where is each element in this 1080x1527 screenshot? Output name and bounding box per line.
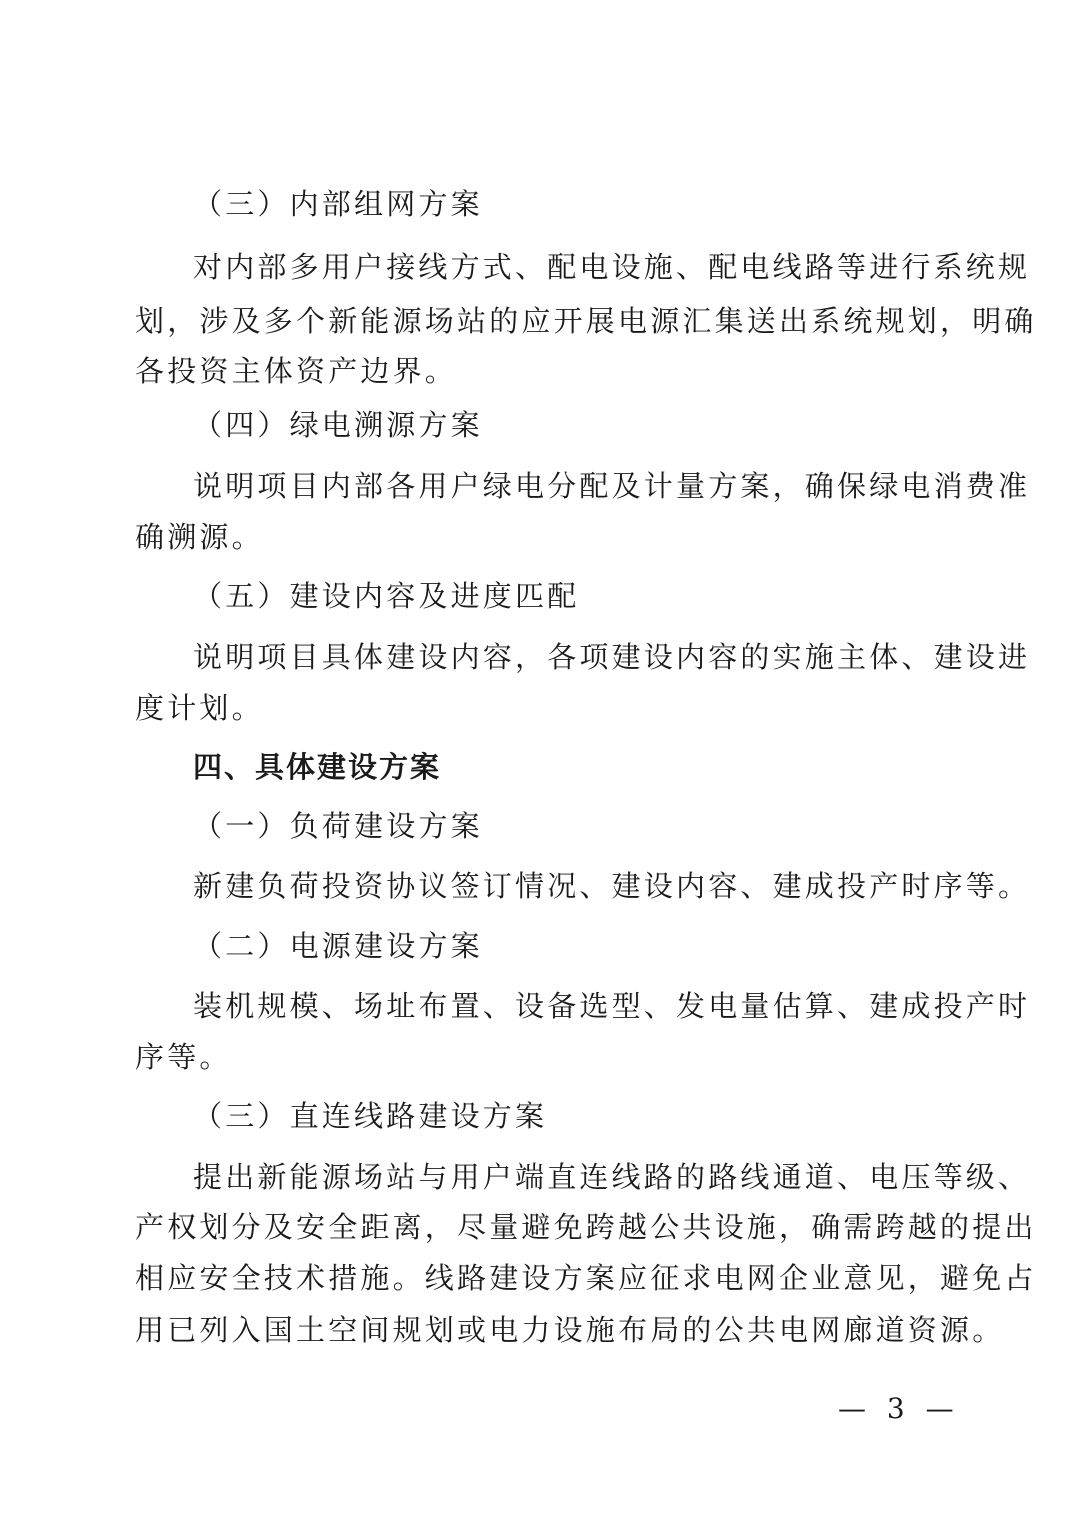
- paragraph-line: 度计划。: [135, 691, 264, 725]
- paragraph-line: 相应安全技术措施。线路建设方案应征求电网企业意见，避免占: [135, 1261, 1037, 1295]
- paragraph-line: 装机规模、场址布置、设备选型、发电量估算、建成投产时: [193, 989, 1031, 1023]
- paragraph-line: 说明项目具体建设内容，各项建设内容的实施主体、建设进: [193, 640, 1031, 674]
- paragraph-line: 产权划分及安全距离，尽量避免跨越公共设施，确需跨越的提出: [135, 1210, 1037, 1244]
- section-heading-direct-line-construction: （三）直连线路建设方案: [193, 1099, 548, 1133]
- page-number: — 3 —: [838, 1392, 960, 1425]
- section-heading-construction-schedule: （五）建设内容及进度匹配: [193, 579, 580, 613]
- section-heading-green-power-tracing: （四）绿电溯源方案: [193, 408, 483, 442]
- section-heading-load-construction: （一）负荷建设方案: [193, 809, 483, 843]
- paragraph-line: 新建负荷投资协议签订情况、建设内容、建成投产时序等。: [193, 869, 1031, 903]
- paragraph-line: 序等。: [135, 1040, 232, 1074]
- paragraph-line: 确溯源。: [135, 520, 264, 554]
- section-heading-internal-network: （三）内部组网方案: [193, 187, 483, 221]
- section-heading-power-source-construction: （二）电源建设方案: [193, 929, 483, 963]
- paragraph-line: 划，涉及多个新能源场站的应开展电源汇集送出系统规划，明确: [135, 304, 1037, 338]
- paragraph-line: 各投资主体资产边界。: [135, 354, 458, 388]
- chapter-heading-construction-plan: 四、具体建设方案: [193, 750, 442, 784]
- paragraph-line: 用已列入国土空间规划或电力设施布局的公共电网廊道资源。: [135, 1313, 1005, 1347]
- paragraph-line: 提出新能源场站与用户端直连线路的路线通道、电压等级、: [193, 1160, 1031, 1194]
- paragraph-line: 对内部多用户接线方式、配电设施、配电线路等进行系统规: [193, 250, 1031, 284]
- paragraph-line: 说明项目内部各用户绿电分配及计量方案，确保绿电消费准: [193, 469, 1031, 503]
